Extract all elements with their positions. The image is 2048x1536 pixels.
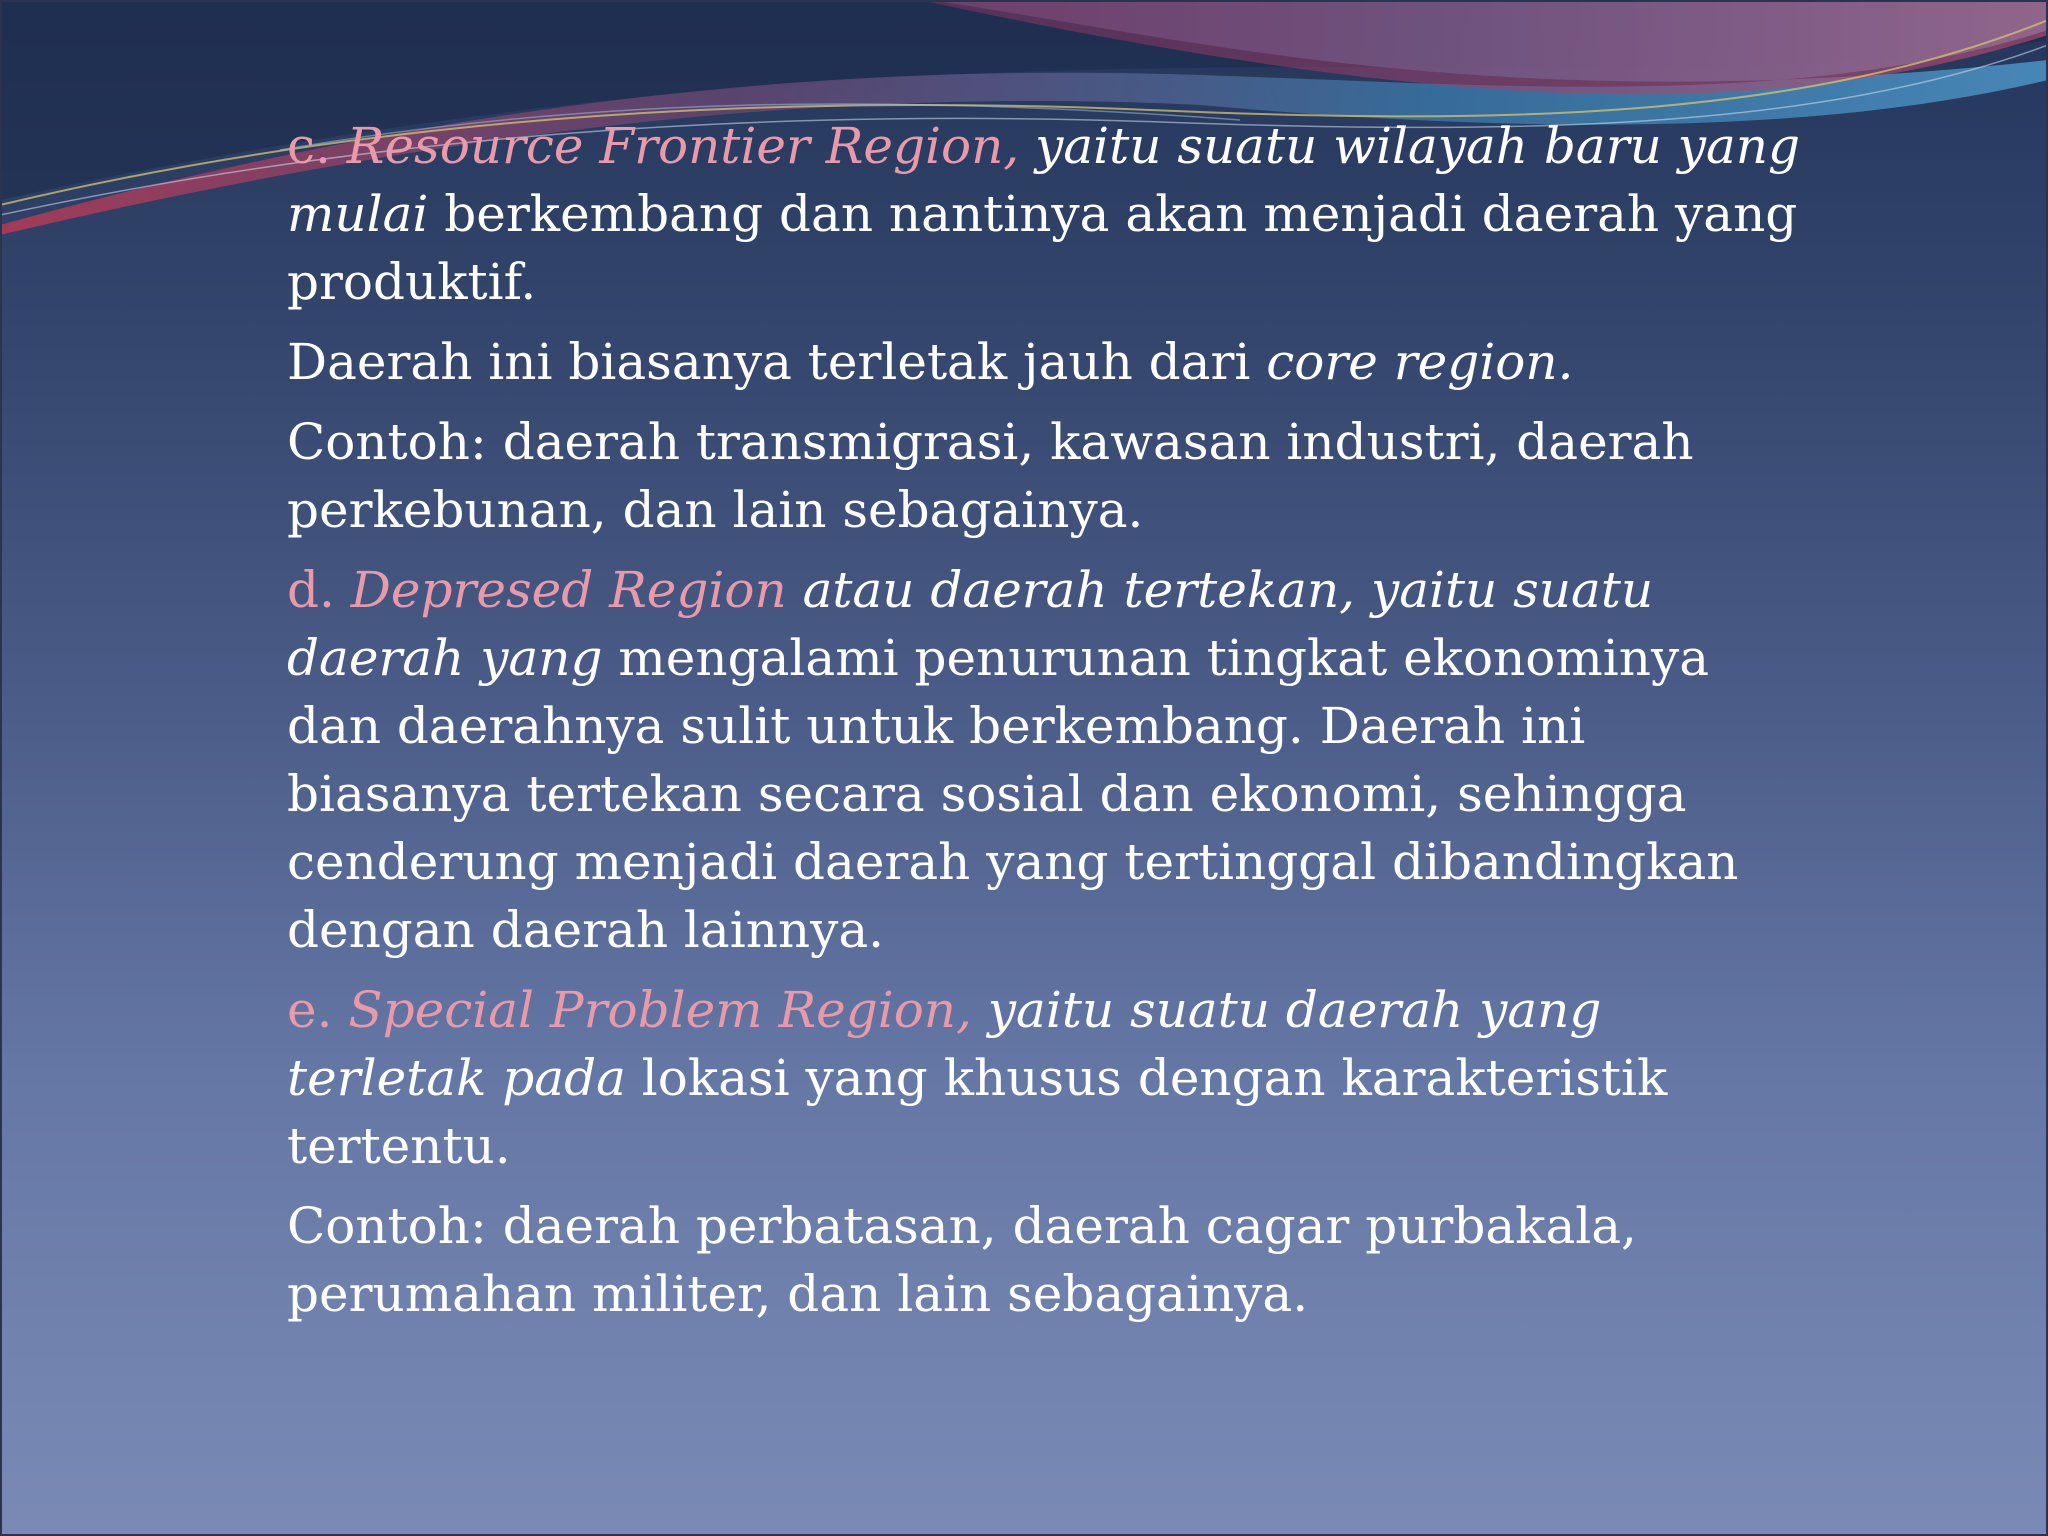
list-label: e. — [287, 981, 349, 1039]
paragraph-resource-frontier-region — [287, 112, 1807, 316]
italic-term: core region. — [1266, 333, 1574, 391]
lead-italic-text: yaitu suatu daerah yang terletak pada — [287, 981, 1602, 1107]
paragraph-example-2 — [287, 1192, 1807, 1328]
term: Special Problem Region, — [348, 981, 972, 1039]
body-text: Contoh: daerah perbatasan, daerah cagar purbakala, perumahan militer, dan lain sebagainya. — [287, 1197, 1637, 1323]
paragraph-special-problem-region — [287, 976, 1807, 1180]
paragraph-example-1 — [287, 408, 1807, 544]
body-text: Daerah ini biasanya terletak jauh dari — [287, 333, 1267, 391]
body-text: berkembang dan nantinya akan menjadi daerah yang produktif. — [287, 185, 1798, 311]
lead-italic-text: yaitu suatu wilayah baru yang mulai — [287, 117, 1800, 243]
slide-body — [287, 112, 1807, 1340]
term: Depresed Region — [350, 561, 787, 619]
term: Resource Frontier Region, — [346, 117, 1020, 175]
paragraph-location-note — [287, 328, 1807, 396]
body-text: mengalami penurunan tingkat ekonominya dan daerahnya sulit untuk berkembang. Daerah ini biasanya tertekan secara sosial dan ekonomi, sehingga cenderung menjadi daerah yang tertinggal dibandingkan dengan daerah lainnya. — [287, 629, 1739, 959]
body-text: lokasi yang khusus dengan karakteristik tertentu. — [287, 1049, 1668, 1175]
list-label: d. — [287, 561, 351, 619]
list-label: c. — [287, 117, 347, 175]
paragraph-depresed-region — [287, 556, 1807, 964]
lead-italic-text: atau daerah tertekan, yaitu suatu daerah yang — [287, 561, 1654, 687]
body-text: Contoh: daerah transmigrasi, kawasan industri, daerah perkebunan, dan lain sebagainya. — [287, 413, 1694, 539]
